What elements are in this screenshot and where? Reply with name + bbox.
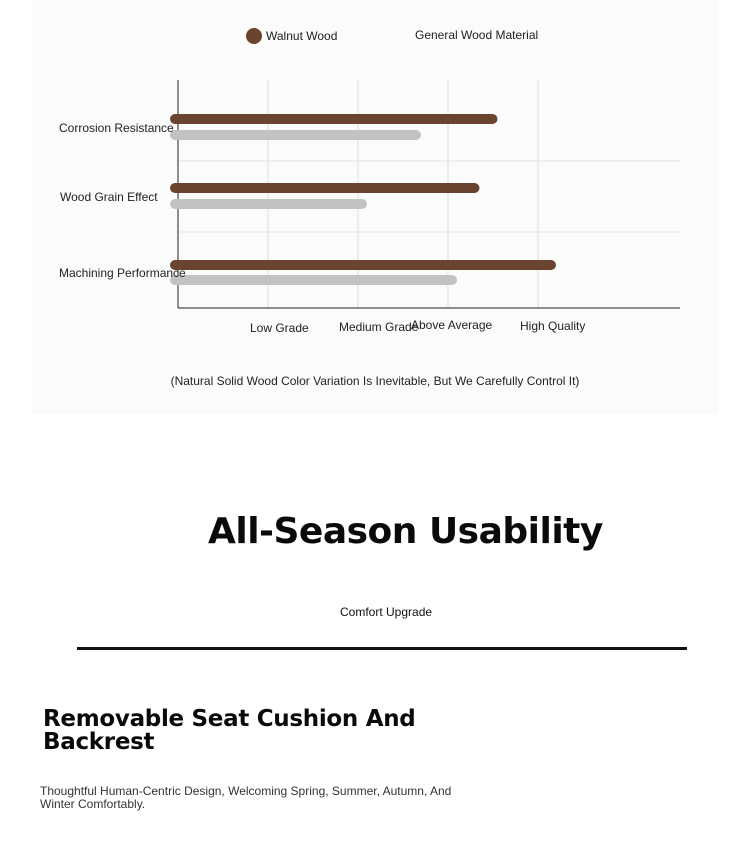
cushion-title: Removable Seat Cushion And Backrest — [43, 706, 416, 755]
cushion-description: Thoughtful Human-Centric Design, Welcoming Spring, Summer, Autumn, And Winter Comfortably. — [40, 784, 452, 811]
season-title: All-Season Usability — [208, 511, 603, 552]
legend-label-walnut: Walnut Wood — [266, 29, 338, 43]
category-label-machining: Machining Performance — [59, 266, 186, 280]
x-tick-high: High Quality — [520, 319, 586, 333]
x-tick-above: Above Average — [411, 318, 493, 332]
category-label-corrosion: Corrosion Resistance — [59, 121, 174, 135]
legend-label-general: General Wood Material — [415, 28, 539, 42]
category-label-grain: Wood Grain Effect — [60, 190, 158, 204]
x-tick-low: Low Grade — [250, 321, 309, 335]
season-subtitle: Comfort Upgrade — [340, 605, 433, 619]
section-divider — [77, 647, 687, 650]
x-tick-medium: Medium Grade — [339, 320, 419, 334]
bar-chart — [0, 0, 750, 414]
chart-note: (Natural Solid Wood Color Variation Is Inevitable, But We Carefully Control It) — [170, 374, 580, 388]
